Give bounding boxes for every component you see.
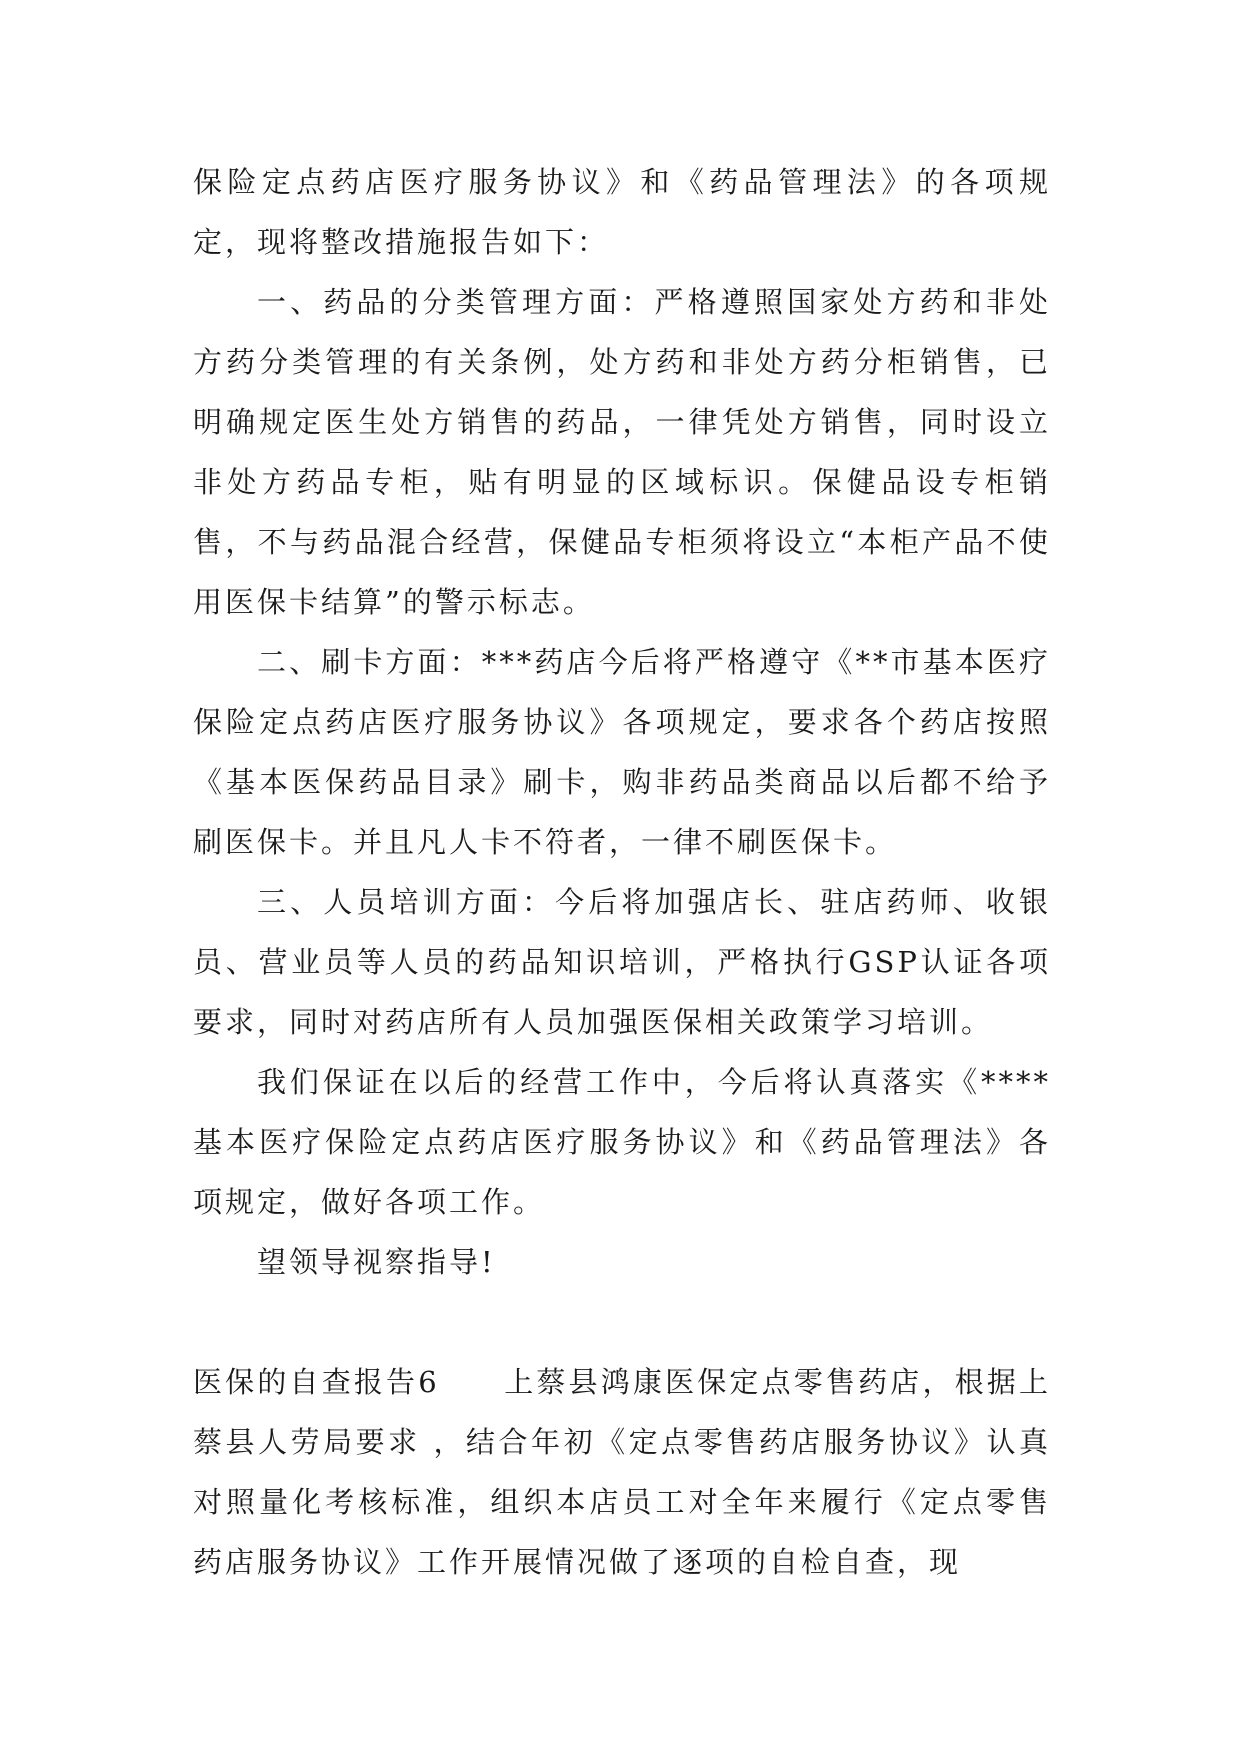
paragraph-guarantee: 我们保证在以后的经营工作中，今后将认真落实《****基本医疗保险定点药店医疗服务协议》和《药品管理法》各项规定，做好各项工作。 xyxy=(193,1065,1051,1219)
paragraph-drug-classification: 一、药品的分类管理方面：严格遵照国家处方药和非处方药分类管理的有关条例，处方药和非处方药分柜销售，已明确规定医生处方销售的药品，一律凭处方销售，同时设立非处方药品专柜，贴有明显的区域标识。保健品设专柜销售，不与药品混合经营，保健品专柜须将设立“本柜产品不使用医保卡结算”的警示标志。 xyxy=(193,285,1051,619)
paragraph-card-swiping: 二、刷卡方面：***药店今后将严格遵守《**市基本医疗保险定点药店医疗服务协议》各项规定，要求各个药店按照《基本医保药品目录》刷卡，购非药品类商品以后都不给予刷医保卡。并且凡人卡不符者，一律不刷医保卡。 xyxy=(193,645,1051,859)
paragraph-self-inspection-report: 医保的自查报告6 上蔡县鸿康医保定点零售药店，根据上蔡县人劳局要求 ，结合年初《定点零售药店服务协议》认真对照量化考核标准，组织本店员工对全年来履行《定点零售药店服务协议》工作开展情况做了逐项的自检自查，现 xyxy=(193,1365,1051,1579)
paragraph-intro-continuation: 保险定点药店医疗服务协议》和《药品管理法》的各项规定，现将整改措施报告如下： xyxy=(193,165,1051,259)
paragraph-spacer xyxy=(193,1292,1051,1352)
paragraph-closing: 望领导视察指导! xyxy=(257,1245,496,1279)
document-body xyxy=(193,152,1051,1592)
paragraph-staff-training: 三、人员培训方面：今后将加强店长、驻店药师、收银员、营业员等人员的药品知识培训，严格执行GSP认证各项要求，同时对药店所有人员加强医保相关政策学习培训。 xyxy=(193,885,1051,1039)
